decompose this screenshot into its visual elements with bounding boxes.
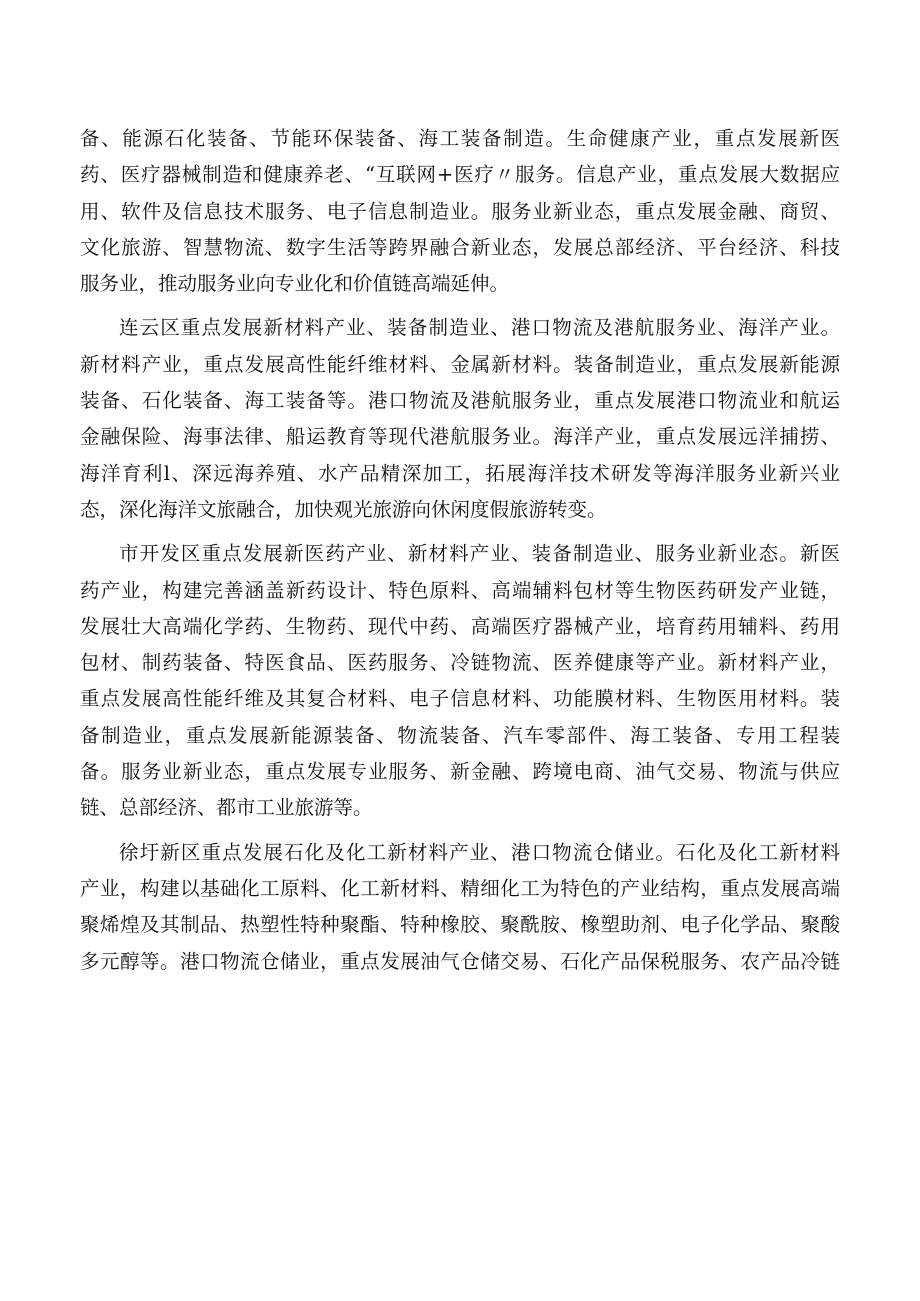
text-line: 徐圩新区重点发展石化及化工新材料产业、港口物流仓储业。石化及化工新材料 <box>119 840 840 864</box>
text-line: 文化旅游、智慧物流、数字生活等跨界融合新业态，发展总部经济、平台经济、科技 <box>80 235 840 259</box>
text-line: 药、医疗器械制造和健康养老、“互联网+医疗〃服务。信息产业，重点发展大数据应 <box>80 163 840 187</box>
paragraph-2 <box>80 310 840 528</box>
text-line: 多元醇等。港口物流仓储业，重点发展油气仓储交易、石化产品保税服务、农产品冷链 <box>80 949 840 973</box>
paragraph-1 <box>80 121 840 302</box>
document-body <box>80 121 840 980</box>
paragraph-4 <box>80 835 840 980</box>
text-line: 发展壮大高端化学药、生物药、现代中药、高端医疗器械产业，培育药用辅料、药用 <box>80 614 840 638</box>
text-line: 备。服务业新业态，重点发展专业服务、新金融、跨境电商、油气交易、物流与供应 <box>80 760 840 784</box>
text-line: 产业，构建以基础化工原料、化工新材料、精细化工为特色的产业结构，重点发展高端 <box>80 876 840 900</box>
text-line: 聚烯煌及其制品、热塑性特种聚酯、特种橡胶、聚酰胺、橡塑助剂、电子化学品、聚酸 <box>80 913 840 937</box>
text-line: 重点发展高性能纤维及其复合材料、电子信息材料、功能膜材料、生物医用材料。装 <box>80 687 840 711</box>
text-line: 备制造业，重点发展新能源装备、物流装备、汽车零部件、海工装备、专用工程装 <box>80 723 840 747</box>
text-line: 服务业，推动服务业向专业化和价值链高端延伸。 <box>80 272 510 296</box>
text-line: 用、软件及信息技术服务、电子信息制造业。服务业新业态，重点发展金融、商贸、 <box>80 199 840 223</box>
text-line: 包材、制药装备、特医食品、医药服务、冷链物流、医养健康等产业。新材料产业， <box>80 651 840 675</box>
text-line: 金融保险、海事法律、船运教育等现代港航服务业。海洋产业，重点发展远洋捕捞、 <box>80 425 840 449</box>
text-line: 海洋育利l、深远海养殖、水产品精深加工，拓展海洋技术研发等海洋服务业新兴业 <box>80 461 840 485</box>
text-line: 市开发区重点发展新医药产业、新材料产业、装备制造业、服务业新业态。新医 <box>119 542 840 566</box>
text-line: 备、能源石化装备、节能环保装备、海工装备制造。生命健康产业，重点发展新医 <box>80 127 840 150</box>
text-line: 链、总部经济、都市工业旅游等。 <box>80 796 373 820</box>
text-line: 态，深化海洋文旅融合，加快观光旅游向休闲度假旅游转变。 <box>80 497 607 521</box>
text-line: 新材料产业，重点发展高性能纤维材料、金属新材料。装备制造业，重点发展新能源 <box>80 352 840 376</box>
text-line: 药产业，构建完善涵盖新药设计、特色原料、高端辅料包材等生物医药研发产业链， <box>80 578 840 602</box>
text-line: 连云区重点发展新材料产业、装备制造业、港口物流及港航服务业、海洋产业。 <box>119 316 840 340</box>
paragraph-3 <box>80 536 840 826</box>
text-line: 装备、石化装备、海工装备等。港口物流及港航服务业，重点发展港口物流业和航运 <box>80 389 840 413</box>
